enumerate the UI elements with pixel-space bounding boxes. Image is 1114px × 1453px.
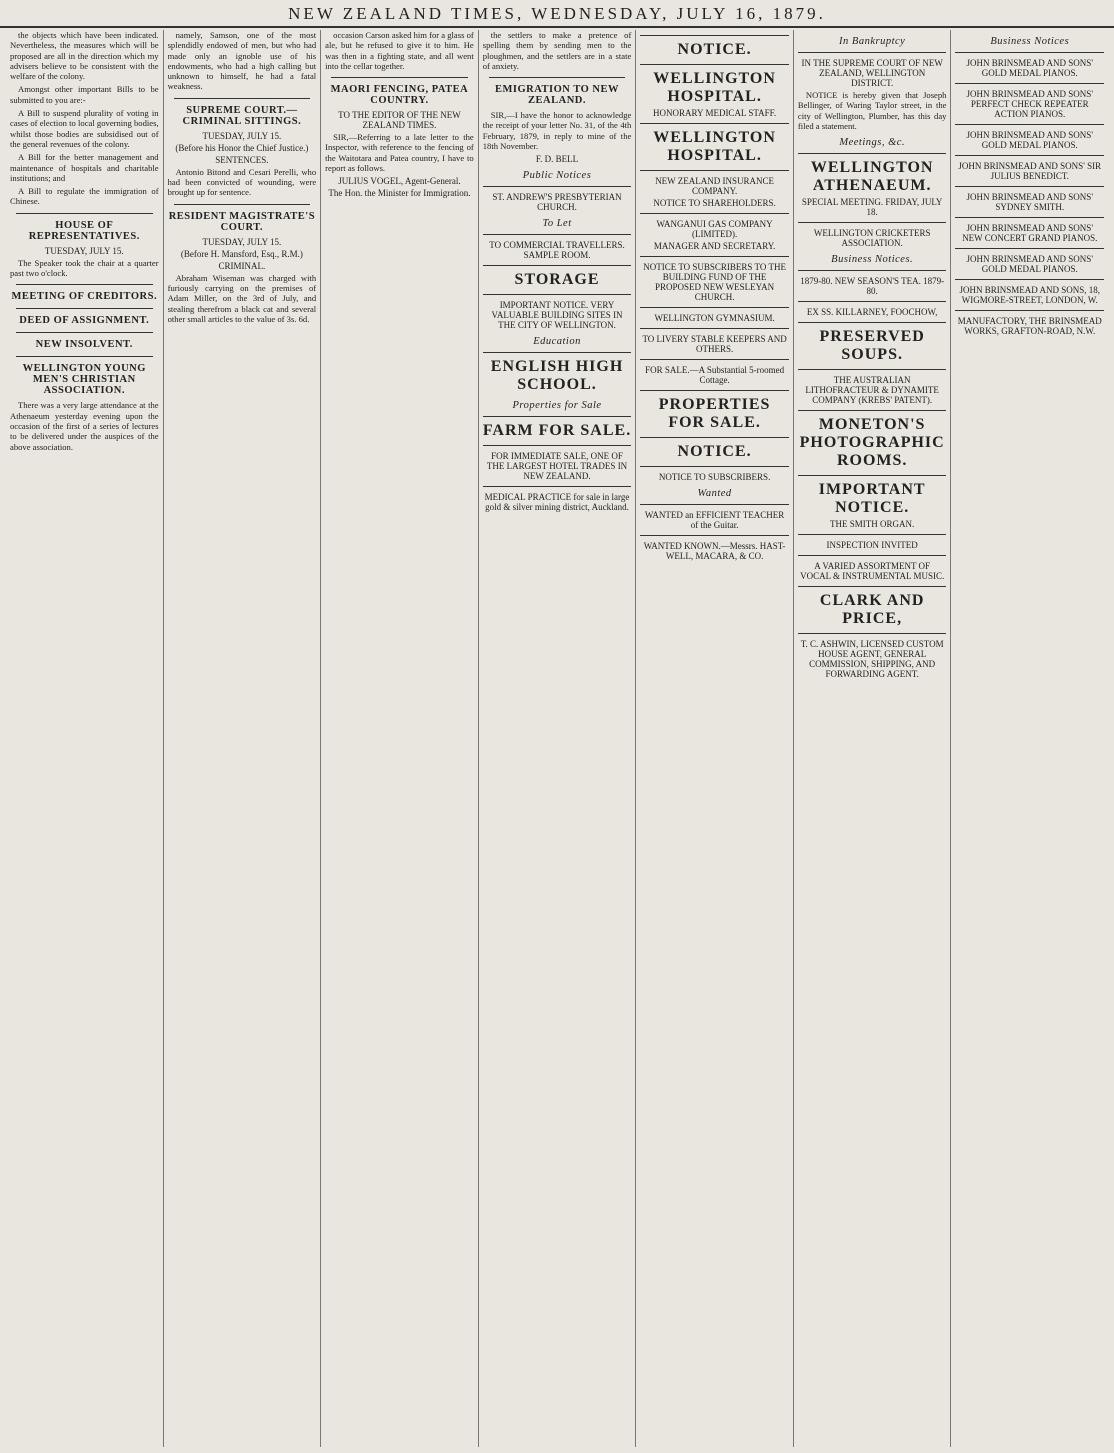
section-heading: HOUSE OF REPRESENTATIVES. (28, 219, 140, 242)
ad-title: WELLINGTON HOSPITAL. (653, 70, 776, 105)
divider (16, 213, 153, 214)
section-heading: Public Notices (522, 170, 592, 182)
article-paragraph: the objects which have been indicated. Nevertheless, the measures which will be proposed are all in the direction which my advisers believe to be consistent with the welfare of the colony. (10, 30, 159, 82)
section-heading: Education (533, 336, 581, 348)
ad-body: NOTICE is hereby given that Joseph Bellinger, of Waring Taylor street, in the city of Wellington, Plumber, has this day filed a statement. (797, 90, 947, 131)
ad-title: IMPORTANT NOTICE. (818, 481, 926, 517)
article-paragraph: namely, Samson, one of the most splendidly endowed of men, but who had made only an ignoble use of his endowments, who had a high calling but unknown to himself, he had a fatal weakness. (167, 30, 317, 92)
ad-title: NOTICE. (677, 443, 752, 460)
ad-title: NOTICE. (677, 41, 752, 58)
section-heading: MAORI FENCING, PATEA COUNTRY. (330, 84, 469, 107)
column-4 (479, 30, 637, 1447)
ad-title: WANGANUI GAS COMPANY (LIMITED). (656, 219, 773, 239)
ad-title: NOTICE TO SUBSCRIBERS. (658, 472, 771, 482)
section-heading: RESIDENT MAGISTRATE'S COURT. (168, 210, 316, 233)
ad-title: MONETON'S PHOTOGRAPHIC ROOMS. (799, 416, 945, 470)
divider (489, 77, 626, 78)
section-heading: NEW INSOLVENT. (35, 339, 133, 351)
divider (16, 308, 153, 309)
section-heading: SUPREME COURT.—CRIMINAL SITTINGS. (182, 104, 302, 127)
divider (174, 204, 311, 205)
ad-title: IMPORTANT NOTICE. VERY VALUABLE BUILDING SITES IN THE CITY OF WELLINGTON. (491, 300, 623, 331)
section-heading: DEED OF ASSIGNMENT. (19, 315, 150, 327)
ad-title: A VARIED ASSORTMENT OF VOCAL & INSTRUMENTAL MUSIC. (800, 561, 945, 582)
ad-subtitle: HONORARY MEDICAL STAFF. (653, 108, 777, 118)
ad-subtitle: SPECIAL MEETING. FRIDAY, JULY 18. (801, 197, 943, 218)
ad-title: MANUFACTORY, THE BRINSMEAD WORKS, GRAFTON-ROAD, N.W. (957, 316, 1102, 336)
ad-title: CLARK AND PRICE, (819, 592, 925, 628)
ad-title: WELLINGTON HOSPITAL. (653, 129, 776, 164)
section-date: TUESDAY, JULY 15. (202, 130, 282, 141)
article-paragraph: Antonio Bitond and Cesari Perelli, who had been convicted of wounding, were brought up for sentence. (167, 166, 317, 198)
article-paragraph: SIR,—I have the honor to acknowledge the receipt of your letter No. 31, of the 4th February, 1879, in reply to mine of the 18th November. (482, 110, 632, 152)
ad-title: PRESERVED SOUPS. (819, 328, 925, 364)
ad-subtitle: THE SMITH ORGAN. (830, 519, 915, 530)
ad-title: JOHN BRINSMEAD AND SONS' GOLD MEDAL PIANOS. (966, 130, 1093, 150)
divider (331, 77, 468, 78)
section-heading: WELLINGTON YOUNG MEN'S CHRISTIAN ASSOCIATION. (22, 363, 146, 397)
article-paragraph: Abraham Wiseman was charged with furiously carrying on the premises of Adam Miller, on the 3rd of July, and stealing therefrom a black cat and several other small articles to the value of 3s. 6d. (167, 272, 317, 324)
ad-title: JOHN BRINSMEAD AND SONS' PERFECT CHECK REPEATER ACTION PIANOS. (966, 89, 1093, 119)
section-subheading: SENTENCES. (215, 154, 269, 165)
ad-title: JOHN BRINSMEAD AND SONS' SIR JULIUS BENEDICT. (958, 161, 1102, 181)
ad-title: JOHN BRINSMEAD AND SONS' GOLD MEDAL PIANOS. (966, 58, 1093, 78)
article-paragraph: There was a very large attendance at the Athenaeum yesterday evening upon the occasion of the first of a series of lectures to be delivered under the auspices of the above association. (10, 400, 159, 452)
divider (16, 284, 153, 285)
ad-title: WANTED an EFFICIENT TEACHER of the Guitar. (644, 510, 785, 530)
section-heading: MEETING OF CREDITORS. (11, 291, 158, 303)
section-heading: Business Notices. (831, 254, 914, 266)
section-subheading: TO THE EDITOR OF THE NEW ZEALAND TIMES. (338, 110, 461, 131)
ad-title: WELLINGTON ATHENAEUM. (810, 159, 934, 195)
ad-title: JOHN BRINSMEAD AND SONS' NEW CONCERT GRAND PIANOS. (962, 223, 1098, 243)
article-paragraph: A Bill to regulate the immigration of Chinese. (10, 186, 159, 207)
ad-subtitle: NOTICE TO SHAREHOLDERS. (653, 198, 776, 208)
divider (16, 332, 153, 333)
ad-title: ENGLISH HIGH SCHOOL. (490, 358, 624, 394)
signature: F. D. BELL (535, 154, 579, 165)
ad-title: INSPECTION INVITED (826, 540, 918, 551)
ad-title: STORAGE (514, 271, 600, 289)
column-3 (321, 30, 479, 1447)
ad-title: TO LIVERY STABLE KEEPERS AND OTHERS. (642, 334, 787, 354)
section-heading: Business Notices (990, 36, 1070, 47)
ad-title: JOHN BRINSMEAD AND SONS' GOLD MEDAL PIANOS. (966, 254, 1093, 274)
signature: JULIUS VOGEL, Agent-General. (338, 176, 461, 187)
section-subheading: (Before H. Mansford, Esq., R.M.) (180, 248, 303, 259)
ad-title: WELLINGTON GYMNASIUM. (654, 313, 775, 323)
divider (16, 356, 153, 357)
article-paragraph: A Bill to suspend plurality of voting in cases of election to local governing bodies, whilst those bodies are subsidised out of the general revenues of the colony. (10, 108, 159, 149)
section-subheading: (Before his Honor the Chief Justice.) (175, 142, 309, 153)
section-heading: Properties for Sale (512, 400, 602, 412)
ad-title: EX SS. KILLARNEY, FOOCHOW, (806, 307, 938, 318)
column-6 (794, 30, 952, 1447)
ad-subtitle: MANAGER AND SECRETARY. (653, 241, 776, 251)
column-2 (164, 30, 322, 1447)
ad-title: JOHN BRINSMEAD AND SONS, 18, WIGMORE-STREET, LONDON, W. (959, 285, 1101, 305)
ad-title: IN THE SUPREME COURT OF NEW ZEALAND, WELLINGTON DISTRICT. (801, 58, 943, 88)
article-paragraph: A Bill for the better management and maintenance of hospitals and charitable institutions; and (10, 152, 159, 183)
ad-title: TO COMMERCIAL TRAVELLERS. SAMPLE ROOM. (489, 240, 625, 261)
ad-title: WANTED KNOWN.—Messrs. HAST-WELL, MACARA, & CO. (643, 541, 786, 561)
ad-title: NOTICE TO SUBSCRIBERS TO THE BUILDING FUND OF THE PROPOSED NEW WESLEYAN CHURCH. (643, 262, 786, 302)
ad-title: ST. ANDREW'S PRESBYTERIAN CHURCH. (492, 192, 622, 213)
masthead (0, 0, 1114, 28)
masthead-title: NEW ZEALAND TIMES, WEDNESDAY, JULY 16, 1879. (288, 4, 826, 23)
section-heading: Meetings, &c. (839, 137, 906, 149)
section-heading: Wanted (697, 488, 732, 499)
ad-title: NEW ZEALAND INSURANCE COMPANY. (655, 176, 775, 196)
article-paragraph: Amongst other important Bills to be submitted to you are:- (10, 84, 159, 105)
ad-title: MEDICAL PRACTICE for sale in large gold & silver mining district, Auckland. (484, 492, 630, 513)
article-paragraph: SIR,—Referring to a late letter to the Inspector, with reference to the fencing of the Waitotara and Patea country, I have to report as follows. (325, 132, 474, 174)
section-subheading: CRIMINAL. (218, 260, 266, 271)
ad-title: THE AUSTRALIAN LITHOFRACTEUR & DYNAMITE COMPANY (KREBS' PATENT). (805, 375, 939, 406)
article-paragraph: the settlers to make a pretence of spelling them by sending men to the ploughmen, and the settlers are in a state of anxiety. (482, 30, 632, 71)
section-date: TUESDAY, JULY 15. (202, 236, 282, 247)
section-heading: To Let (542, 218, 572, 230)
ad-title: 1879-80. NEW SEASON'S TEA. 1879-80. (800, 276, 945, 297)
columns (6, 30, 1108, 1447)
addressee: The Hon. the Minister for Immigration. (328, 188, 471, 199)
column-5 (636, 30, 794, 1447)
column-7 (951, 30, 1108, 1447)
ad-title: PROPERTIES FOR SALE. (658, 396, 771, 431)
divider (174, 98, 311, 99)
article-paragraph: The Speaker took the chair at a quarter past two o'clock. (10, 257, 159, 279)
ad-title: JOHN BRINSMEAD AND SONS' SYDNEY SMITH. (966, 192, 1093, 212)
article-paragraph: occasion Carson asked him for a glass of ale, but he refused to give it to him. He was then in a fighting state, and all went into the cellar together. (325, 30, 474, 71)
ad-title: FARM FOR SALE. (482, 422, 632, 440)
section-heading: EMIGRATION TO NEW ZEALAND. (495, 84, 620, 107)
column-1 (6, 30, 164, 1447)
section-date: TUESDAY, JULY 15. (44, 245, 124, 256)
ad-title: FOR SALE.—A Substantial 5-roomed Cottage. (645, 365, 785, 385)
section-heading: In Bankruptcy (839, 36, 906, 47)
ad-title: WELLINGTON CRICKETERS ASSOCIATION. (813, 228, 931, 249)
ad-title: T. C. ASHWIN, LICENSED CUSTOM HOUSE AGENT, GENERAL COMMISSION, SHIPPING, AND FORWARDING AGENT. (800, 639, 944, 680)
ad-title: FOR IMMEDIATE SALE, ONE OF THE LARGEST HOTEL TRADES IN NEW ZEALAND. (486, 451, 628, 482)
